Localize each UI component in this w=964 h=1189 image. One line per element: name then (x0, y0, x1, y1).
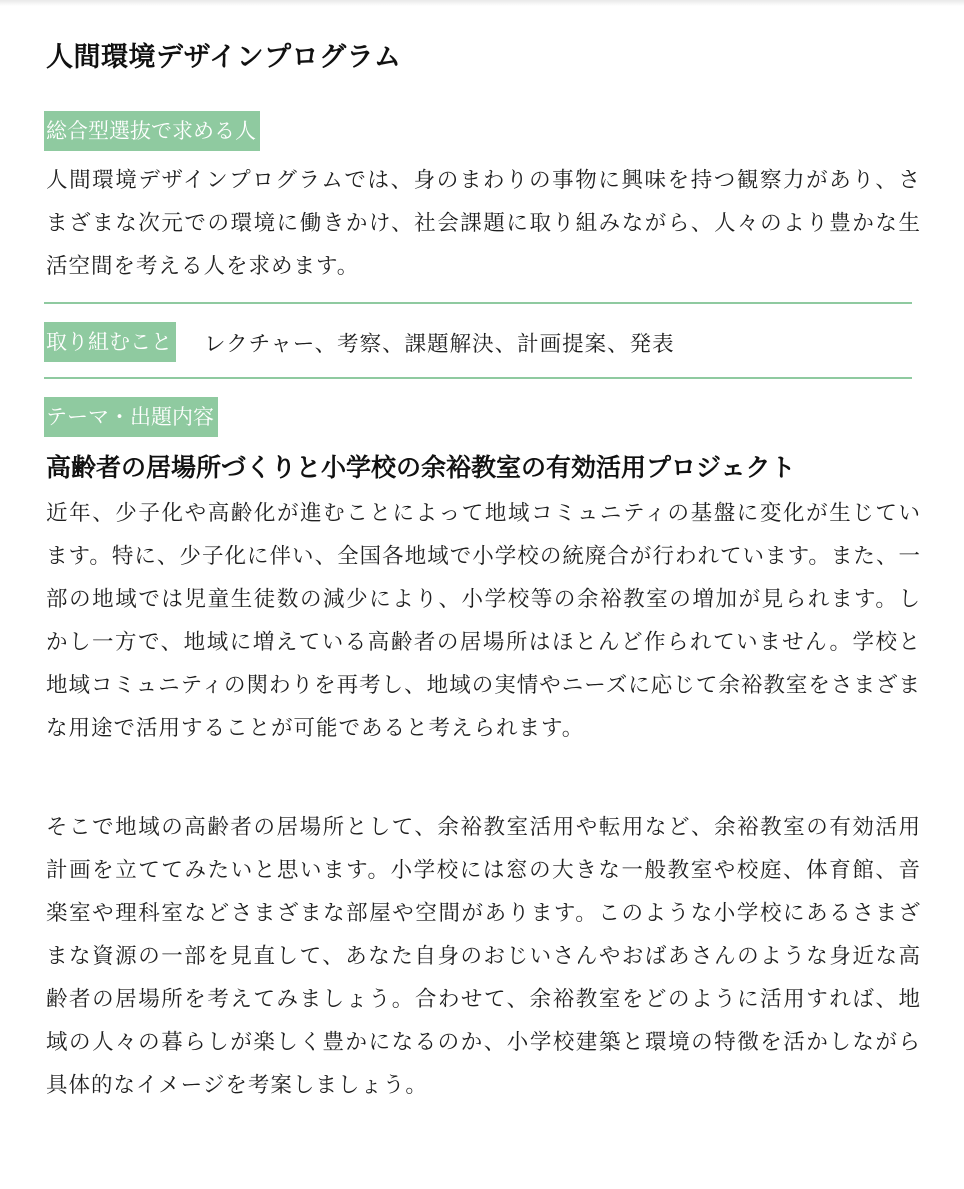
theme-label-tag: テーマ・出題内容 (44, 397, 218, 437)
theme-paragraph-1: 近年、少子化や高齢化が進むことによって地域コミュニティの基盤に変化が生じています。特に、少子化に伴い、全国各地域で小学校の統廃合が行われています。また、一部の地域では児童生徒数の減少により、小学校等の余裕教室の増加が見られます。しかし一方で、地域に増えている高齢者の居場所はほとんど作られていません。学校と地域コミュニティの関わりを再考し、地域の実情やニーズに応じて余裕教室をさまざまな用途で活用することが可能であると考えられます。 (46, 501, 921, 741)
activities-text: レクチャー、考察、課題解決、計画提案、発表 (204, 331, 675, 357)
section-divider (44, 302, 912, 304)
seeking-label-tag: 総合型選抜で求める人 (44, 111, 260, 151)
page-title: 人間環境デザインプログラム (46, 42, 402, 73)
theme-paragraph-2: そこで地域の高齢者の居場所として、余裕教室活用や転用など、余裕教室の有効活用計画を立ててみたいと思います。小学校には窓の大きな一般教室や校庭、体育館、音楽室や理科室などさまざまな部屋や空間があります。このような小学校にあるさまざまな資源の一部を見直して、あなた自身のおじいさんやおばあさんのような身近な高齢者の居場所を考えてみましょう。合わせて、余裕教室をどのように活用すれば、地域の人々の暮らしが楽しく豊かになるのか、小学校建築と環境の特徴を活かしながら具体的なイメージを考案しましょう。 (46, 815, 921, 1098)
section-divider (44, 377, 912, 379)
project-title: 高齢者の居場所づくりと小学校の余裕教室の有効活用プロジェクト (46, 453, 796, 482)
seeking-description: 人間環境デザインプログラムでは、身のまわりの事物に興味を持つ観察力があり、さまざまな次元での環境に働きかけ、社会課題に取り組みながら、人々のより豊かな生活空間を考える人を求めます。 (46, 168, 921, 279)
activities-row (44, 322, 675, 362)
top-edge-shadow (0, 0, 964, 6)
activities-label-tag: 取り組むこと (44, 322, 176, 362)
